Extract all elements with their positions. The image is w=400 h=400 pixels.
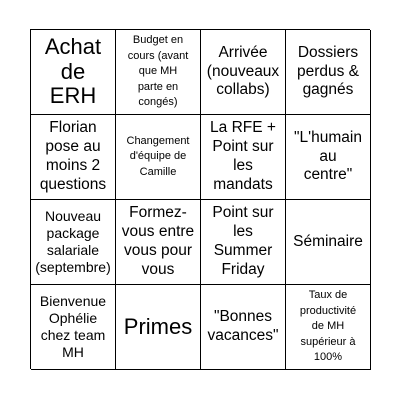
bingo-cell-formez-vous[interactable]: Formez- vous entre vous pour vous [116, 200, 201, 285]
bingo-cell-summer-friday[interactable]: Point sur les Summer Friday [201, 200, 286, 285]
bingo-cell-achat-erh[interactable]: Achat de ERH [31, 30, 116, 115]
bingo-cell-changement-equipe[interactable]: Changement d'équipe de Camille [116, 115, 201, 200]
bingo-cell-humain-centre[interactable]: "L'humain au centre" [286, 115, 371, 200]
bingo-cell-primes[interactable]: Primes [116, 285, 201, 370]
bingo-cell-bonnes-vacances[interactable]: "Bonnes vacances" [201, 285, 286, 370]
bingo-cell-package-salariale[interactable]: Nouveau package salariale (septembre) [31, 200, 116, 285]
bingo-cell-florian[interactable]: Florian pose au moins 2 questions [31, 115, 116, 200]
bingo-board [30, 29, 370, 369]
bingo-cell-taux-productivite[interactable]: Taux de productivité de MH supérieur à 100% [286, 285, 371, 370]
bingo-cell-arrivee[interactable]: Arrivée (nouveaux collabs) [201, 30, 286, 115]
bingo-cell-rfe-mandats[interactable]: La RFE + Point sur les mandats [201, 115, 286, 200]
bingo-cell-seminaire[interactable]: Séminaire [286, 200, 371, 285]
bingo-cell-budget[interactable]: Budget en cours (avant que MH parte en congés) [116, 30, 201, 115]
bingo-cell-dossiers[interactable]: Dossiers perdus & gagnés [286, 30, 371, 115]
bingo-cell-bienvenue-ophelie[interactable]: Bienvenue Ophélie chez team MH [31, 285, 116, 370]
